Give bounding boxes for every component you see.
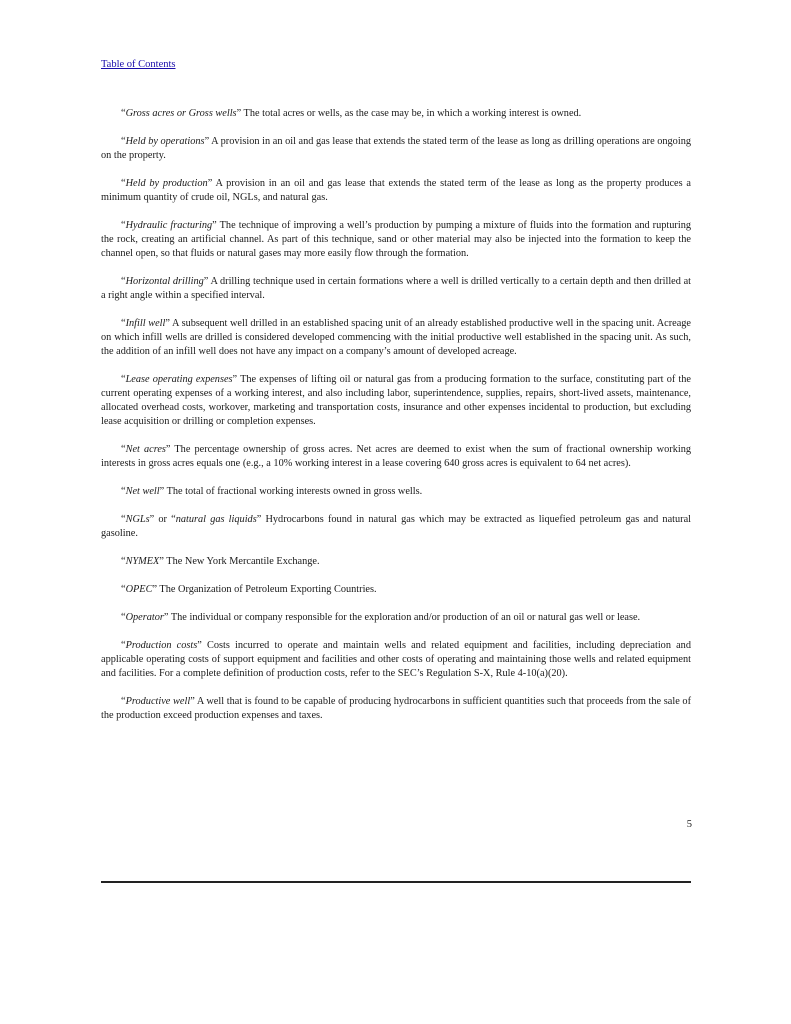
definition-text: A provision in an oil and gas lease that extends the stated term of the lease as long as drilling operations are ongoing on the property. xyxy=(101,136,691,161)
definition-term: Hydraulic fracturing xyxy=(125,220,213,231)
definition-term: Operator xyxy=(125,612,164,623)
definition-text: The technique of improving a well’s production by pumping a mixture of fluids into the formation and rupturing the rock, creating an artificial channel. As part of this technique, sand or other material may also be injected into the formation to keep the channel open, so that fluids or natural gases may more easily flow through the formation. xyxy=(101,220,692,259)
definition-operator: “Operator” The individual or company responsible for the exploration and/or production of an oil or natural gas well or lease. xyxy=(121,612,641,623)
definition-production-costs: “Production costs” Costs incurred to operate and maintain wells and related equipment and facilities, including depreciation and applicable operating costs of support equipment and facilities and other costs of operating and maintaining those wells and related equipment and facilities. For a complete definition of production costs, refer to the SEC’s Regulation S-X, Rule 4-10(a)(20). xyxy=(101,640,691,679)
definition-text: The Organization of Petroleum Exporting Countries. xyxy=(157,584,377,595)
definition-term: Infill well xyxy=(125,318,166,329)
definition-term: Horizontal drilling xyxy=(125,276,204,287)
definition-text: Hydrocarbons found in natural gas which may be extracted as liquefied petroleum gas and natural gasoline. xyxy=(101,514,692,539)
definition-term: Lease operating expenses xyxy=(125,374,233,385)
definition-horizontal-drilling: “Horizontal drilling” A drilling technique used in certain formations where a well is drilled vertically to a certain depth and then drilled at a right angle within a specified interval. xyxy=(101,276,691,301)
definition-lease-operating-expenses: “Lease operating expenses” The expenses of lifting oil or natural gas from a producing formation to the surface, constituting part of the current operating expenses of a working interest, and also including labor, superintendence, supplies, repairs, short-lived assets, maintenance, allocated overhead costs, workover, marketing and transportation costs, insurance and other expenses incidental to production, but excluding lease acquisition or drilling or completion expenses. xyxy=(101,374,691,427)
definition-text: A subsequent well drilled in an established spacing unit of an already established productive well in the spacing unit. Acreage on which infill wells are drilled is considered developed commencing with the initial productive well established in the spacing unit. As such, the addition of an infill well does not have any impact on a company’s amount of developed acreage. xyxy=(101,318,691,357)
definition-text: The total of fractional working interests owned in gross wells. xyxy=(164,486,423,497)
definition-term: Productive well xyxy=(125,696,191,707)
definition-held-by-production: “Held by production” A provision in an oil and gas lease that extends the stated term of the lease as long as the property produces a minimum quantity of crude oil, NGLs, and natural gas. xyxy=(101,178,691,203)
page-number: 5 xyxy=(686,819,692,830)
definition-opec: “OPEC” The Organization of Petroleum Exporting Countries. xyxy=(121,584,377,595)
definition-text: The expenses of lifting oil or natural gas from a producing formation to the surface, constituting part of the current operating expenses of a working interest, and also including labor, superintendence, supplies, repairs, short-lived assets, maintenance, allocated overhead costs, workover, marketing and transportation costs, insurance and other expenses incidental to production, but excluding lease acquisition or drilling or completion expenses. xyxy=(101,374,691,427)
definition-text: The percentage ownership of gross acres. Net acres are deemed to exist when the sum of fractional ownership working interests in gross acres equals one (e.g., a 10% working interest in a lease covering 640 gross acres is equivalent to 64 net acres). xyxy=(101,444,692,469)
definition-text: The New York Mercantile Exchange. xyxy=(163,556,320,567)
definition-nymex: “NYMEX” The New York Mercantile Exchange. xyxy=(121,556,320,567)
definition-text: Costs incurred to operate and maintain wells and related equipment and facilities, including depreciation and applicable operating costs of support equipment and facilities and other costs of operating and maintaining those wells and related equipment and facilities. For a complete definition of production costs, refer to the SEC’s Regulation S-X, Rule 4-10(a)(20). xyxy=(101,640,691,679)
definitions-list xyxy=(101,107,691,737)
definition-term: Net well xyxy=(125,486,160,497)
definition-term: NGLs xyxy=(125,514,150,525)
definition-text: The total acres or wells, as the case may be, in which a working interest is owned. xyxy=(241,108,582,119)
definition-text: The individual or company responsible for the exploration and/or production of an oil or natural gas well or lease. xyxy=(168,612,641,623)
definition-text: A well that is found to be capable of producing hydrocarbons in sufficient quantities such that proceeds from the sale of the production exceed production expenses and taxes. xyxy=(101,696,692,721)
definition-hydraulic-fracturing: “Hydraulic fracturing” The technique of improving a well’s production by pumping a mixture of fluids into the formation and rupturing the rock, creating an artificial channel. As part of this technique, sand or other material may also be injected into the formation to keep the channel open, so that fluids or natural gases may more easily flow through the formation. xyxy=(101,220,692,259)
table-of-contents-link[interactable]: Table of Contents xyxy=(101,59,176,70)
definition-term: Held by operations xyxy=(125,136,205,147)
definition-ngls: “NGLs” or “natural gas liquids” Hydrocarbons found in natural gas which may be extracted as liquefied petroleum gas and natural gasoline. xyxy=(101,514,692,539)
definition-net-well: “Net well” The total of fractional working interests owned in gross wells. xyxy=(121,486,423,497)
definition-term: Gross acres or Gross wells xyxy=(125,108,237,119)
page-divider xyxy=(101,881,691,883)
definition-term-alt: natural gas liquids xyxy=(175,514,257,525)
definition-infill-well: “Infill well” A subsequent well drilled in an established spacing unit of an already established productive well in the spacing unit. Acreage on which infill wells are drilled is considered developed commencing with the initial productive well established in the spacing unit. As such, the addition of an infill well does not have any impact on a company’s amount of developed acreage. xyxy=(101,318,691,357)
definition-productive-well: “Productive well” A well that is found to be capable of producing hydrocarbons in sufficient quantities such that proceeds from the sale of the production exceed production expenses and taxes. xyxy=(101,696,692,721)
definition-term: Production costs xyxy=(125,640,198,651)
definition-text: A drilling technique used in certain formations where a well is drilled vertically to a certain depth and then drilled at a right angle within a specified interval. xyxy=(101,276,691,301)
definition-gross-acres: “Gross acres or Gross wells” The total acres or wells, as the case may be, in which a working interest is owned. xyxy=(121,108,582,119)
definition-term: NYMEX xyxy=(125,556,160,567)
definition-term: OPEC xyxy=(125,584,153,595)
definition-text: A provision in an oil and gas lease that extends the stated term of the lease as long as the property produces a minimum quantity of crude oil, NGLs, and natural gas. xyxy=(101,178,691,203)
definition-term: Held by production xyxy=(125,178,208,189)
definition-term-separator: ” or “ xyxy=(149,514,176,525)
definition-held-by-operations: “Held by operations” A provision in an oil and gas lease that extends the stated term of the lease as long as drilling operations are ongoing on the property. xyxy=(101,136,691,161)
definition-net-acres: “Net acres” The percentage ownership of gross acres. Net acres are deemed to exist when the sum of fractional ownership working interests in gross acres equals one (e.g., a 10% working interest in a lease covering 640 gross acres is equivalent to 64 net acres). xyxy=(101,444,692,469)
definition-term: Net acres xyxy=(125,444,166,455)
